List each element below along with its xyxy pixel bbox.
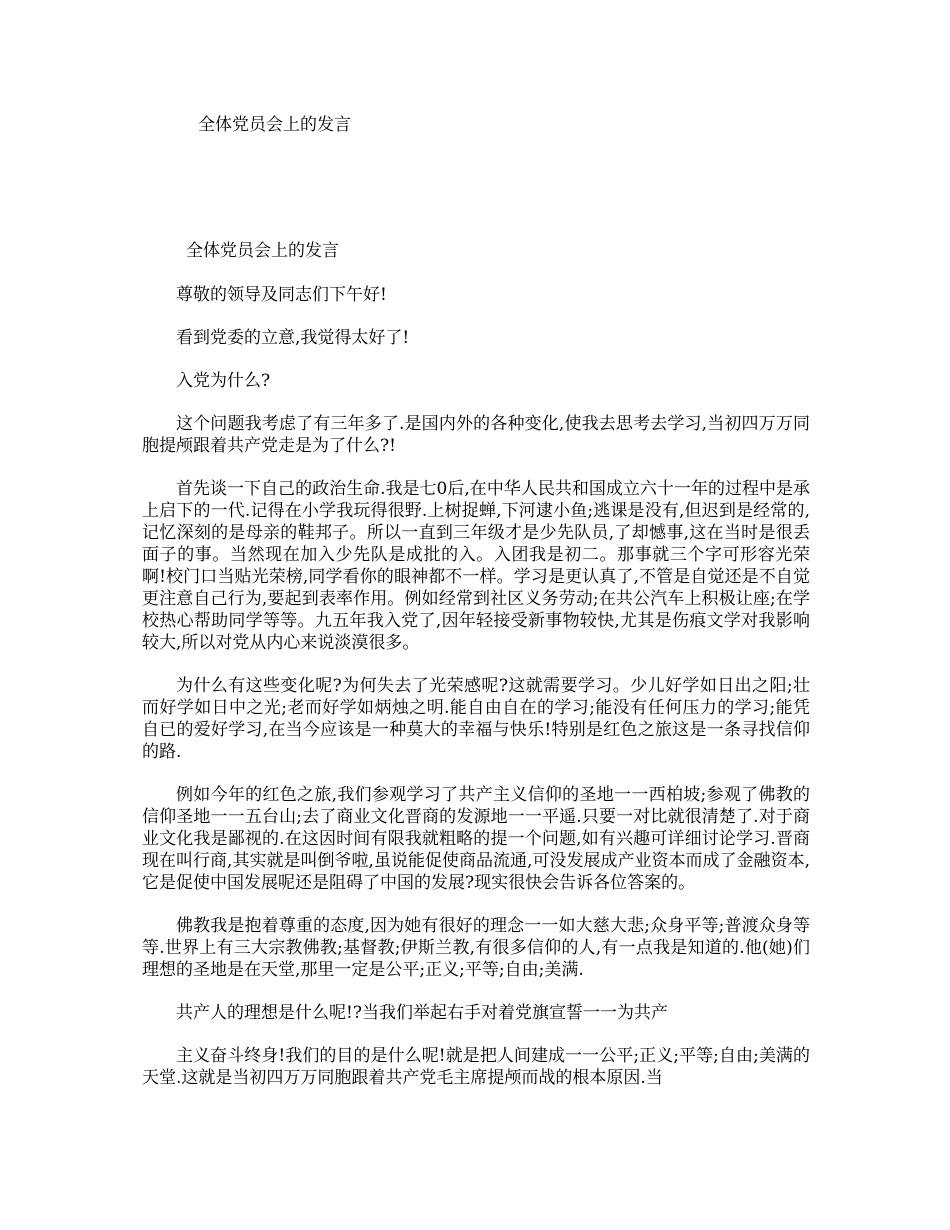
document-body — [142, 240, 810, 1110]
paragraph: 主义奋斗终身!我们的目的是什么呢!就是把人间建成一一公平;正义;平等;自由;美满的天堂.这就是当初四万万同胞跟着共产党毛主席提颅而战的根本原因.当 — [142, 1046, 810, 1088]
paragraph: 佛教我是抱着尊重的态度,因为她有很好的理念一一如大慈大悲;众身平等;普渡众身等等.世界上有三大宗教佛教;基督教;伊斯兰教,有很多信仰的人,有一点我是知道的.他(她)们理想的圣地是在天堂,那里一定是公平;正义;平等;自由;美满. — [142, 916, 810, 980]
paragraph: 共产人的理想是什么呢!?当我们举起右手对着党旗宣誓一一为共产 — [176, 1003, 668, 1023]
document-subtitle: 全体党员会上的发言 — [186, 241, 339, 261]
paragraph: 这个问题我考虑了有三年多了.是国内外的各种变化,使我去思考去学习,当初四万万同胞提颅跟着共产党走是为了什么?! — [142, 414, 810, 456]
document-title: 全体党员会上的发言 — [198, 115, 351, 135]
paragraph: 首先谈一下自己的政治生命.我是七0后,在中华人民共和国成立六十一年的过程中是承上启下的一代.记得在小学我玩得很野.上树捉蝉,下河逮小鱼;逃课是没有,但迟到是经常的,记忆深刻的是母亲的鞋邦子。所以一直到三年级才是少先队员,了却憾事,这在当时是很丢面子的事。当然现在加入少先队是成批的入。入团我是初二。那事就三个字可形容光荣啊!校门口当贴光荣榜,同学看你的眼神都不一样。学习是更认真了,不管是自觉还是不自觉更注意自己行为,要起到表率作用。例如经常到社区义务劳动;在共公汽车上积极让座;在学校热心帮助同学等等。九五年我入党了,因年轻接受新事物较快,尤其是伤痕文学对我影响较大,所以对党从内心来说淡漠很多。 — [142, 479, 810, 653]
paragraph-greeting: 尊敬的领导及同志们下午好! — [176, 285, 387, 305]
paragraph: 为什么有这些变化呢?为何失去了光荣感呢?这就需要学习。少儿好学如日出之阳;壮而好学如日中之光;老而好学如炳烛之明.能自由自在的学习;能没有任何压力的学习;能凭自已的爱好学习,在当今应该是一种莫大的幸福与快乐!特别是红色之旅这是一条寻找信仰的路. — [142, 676, 810, 762]
paragraph: 看到党委的立意,我觉得太好了! — [176, 328, 410, 348]
paragraph: 例如今年的红色之旅,我们参观学习了共产主义信仰的圣地一一西柏坡;参观了佛教的信仰圣地一一五台山;去了商业文化晋商的发源地一一平遥.只要一对比就很清楚了.对于商业文化我是鄙视的.在这因时间有限我就粗略的提一个问题,如有兴趣可详细讨论学习.晋商现在叫行商,其实就是叫倒爷啦,虽说能促使商品流通,可没发展成产业资本而成了金融资本,它是促使中国发展呢还是阻碍了中国的发展?现实很快会告诉各位答案的。 — [142, 785, 810, 893]
paragraph: 入党为什么? — [176, 371, 271, 391]
